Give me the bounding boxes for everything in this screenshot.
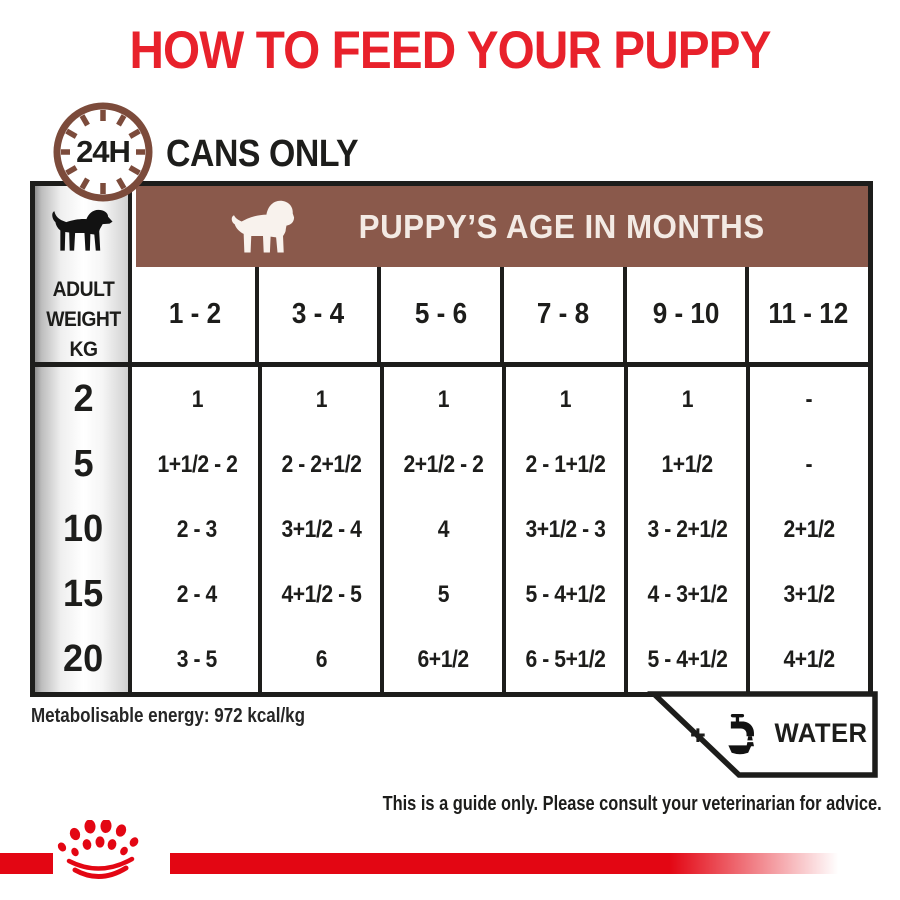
age-column-header: 11 - 12 [745,267,868,362]
feeding-amount-cell: 6+1/2 [380,627,502,692]
weight-row-label: 2 [73,378,94,420]
royal-canin-crown-logo [55,820,147,884]
feeding-amount-cell: 4+1/2 [746,627,868,692]
adult-weight-label [35,275,132,365]
feeding-amount-cell: 1 [380,367,502,432]
page-title: HOW TO FEED YOUR PUPPY [129,21,771,80]
adult-weight-line1: ADULT [52,278,115,301]
feeding-amount-cell: 6 [258,627,380,692]
weight-labels [35,367,132,692]
age-column-header: 7 - 8 [500,267,623,362]
feeding-amount-cell: 1 [624,367,746,432]
puppy-icon [228,198,298,256]
disclaimer-text: This is a guide only. Please consult your veterinarian for advice. [382,793,882,815]
feeding-amount-cell: 3+1/2 - 4 [258,497,380,562]
weight-row-label: 20 [63,638,104,680]
feeding-amount-cell: 4 - 3+1/2 [624,562,746,627]
weight-row-label: 5 [73,443,94,485]
adult-weight-line2: WEIGHT [46,308,121,331]
age-header-title: PUPPY’S AGE IN MONTHS [359,207,765,245]
feeding-amount-cell: 1 [258,367,380,432]
feeding-amount-cell: 2 - 3 [176,515,218,543]
energy-footnote: Metabolisable energy: 972 kcal/kg [31,705,306,727]
feeding-amount-cell: 3+1/2 [746,562,868,627]
water-tap-icon [716,708,762,758]
water-label: WATER [774,717,868,748]
feeding-amount-cell: 3+1/2 - 3 [502,497,624,562]
feeding-amount-cell: 1+1/2 - 2 [157,450,237,478]
feeding-amount-cell: 2+1/2 [746,497,868,562]
feeding-amount-cell: 5 [380,562,502,627]
feeding-amount-cell: 2 - 1+1/2 [502,432,624,497]
adult-dog-icon [50,205,114,256]
cans-only-label: CANS ONLY [166,133,359,175]
feeding-amount-cell: 2 - 2+1/2 [258,432,380,497]
feeding-amount-cell: 3 - 2+1/2 [624,497,746,562]
age-column-header: 1 - 2 [169,298,222,330]
clock-24h-icon [51,100,155,204]
feeding-amount-cell: 1 [191,385,203,413]
feeding-amount-cell: 6 - 5+1/2 [502,627,624,692]
feeding-amount-cell: 2 - 4 [176,580,218,608]
feeding-amount-cell: - [746,367,868,432]
adult-weight-line3: KG [69,338,98,361]
feeding-amount-cell: 1+1/2 [624,432,746,497]
age-header-bar [136,186,868,267]
weight-row-label: 10 [63,508,104,550]
weight-column [35,186,132,692]
feeding-amount-cell: - [746,432,868,497]
brand-band-left [0,853,53,874]
age-column-header: 9 - 10 [623,267,746,362]
feeding-amount-cell: 2+1/2 - 2 [380,432,502,497]
feeding-amount-cell: 4 [380,497,502,562]
feeding-amount-cell: 3 - 5 [176,645,218,673]
water-callout [690,700,870,766]
clock-24h-label: 24H [76,134,130,169]
age-header-row [136,267,868,362]
feeding-amount-cell: 1 [502,367,624,432]
feeding-values-grid [136,367,868,692]
weight-row-label: 15 [63,573,104,615]
feeding-table [30,181,873,697]
feeding-amount-cell: 5 - 4+1/2 [502,562,624,627]
feeding-amount-cell: 4+1/2 - 5 [258,562,380,627]
plus-icon: + [690,719,706,750]
age-column-header: 5 - 6 [377,267,500,362]
brand-band-right [170,853,845,874]
age-column-header: 3 - 4 [255,267,378,362]
feeding-amount-cell: 5 - 4+1/2 [624,627,746,692]
